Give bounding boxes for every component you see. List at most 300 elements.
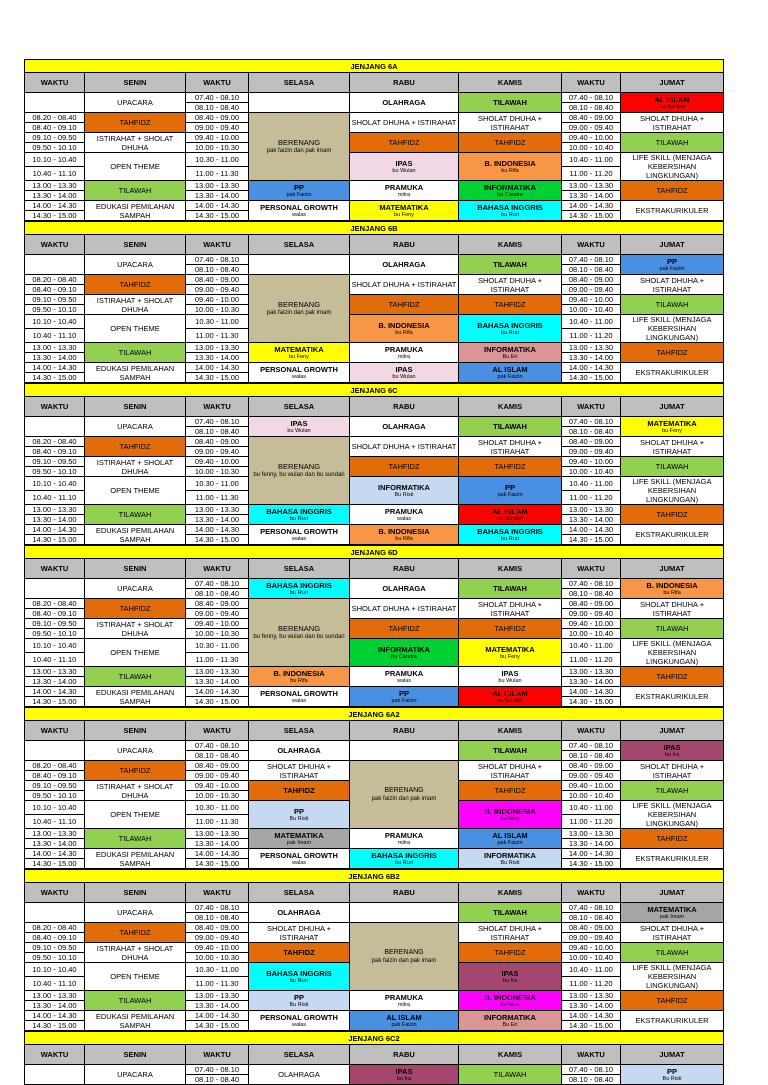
time-cell: 11.00 - 11.30 [186,815,249,829]
senin-cell: EDUKASI PEMILAHAN SAMPAH [85,525,186,545]
column-header: SELASA [249,1045,350,1065]
kamis-pre-teacher: Bu Eri [502,353,518,360]
kamis-mid [459,639,562,667]
time-cell: 08.40 - 09.00 [562,275,621,285]
time-cell: 11.00 - 11.20 [562,329,621,343]
jumat-cell: TILAWAH [621,133,724,153]
time-cell: 14.30 - 15.00 [186,373,249,383]
column-header: KAMIS [459,883,562,903]
time-cell: 07.40 - 08.10 [186,255,249,265]
time-cell: 10.30 - 11.00 [186,963,249,977]
selasa-tahfidz [249,781,350,801]
selasa-pre-teacher: bu Feny [289,353,309,360]
time-cell: 13.00 - 13.30 [562,343,621,353]
senin-cell: TAHFIDZ [85,599,186,619]
jumat-cell: TILAWAH [621,457,724,477]
rabu-berenang [350,761,459,829]
kamis-pre [459,181,562,201]
jumat-cell: LIFE SKILL (MENJAGA KEBERSIHAN LINGKUNGAN) [621,963,724,991]
selasa-pre-teacher: Bu Risti [289,1001,309,1008]
time-cell: 14.00 - 14.30 [562,525,621,535]
time-cell: 13.30 - 14.00 [25,191,85,201]
rabu-last-teacher: bu Feny [394,211,414,218]
time-cell: 14.30 - 15.00 [186,1021,249,1031]
column-header: SELASA [249,73,350,93]
jumat-first-subject: B. INDONESIA [646,580,698,590]
time-cell: 08.10 - 08.40 [186,103,249,113]
column-header: SENIN [85,883,186,903]
time-cell: 14.30 - 15.00 [186,859,249,869]
selasa-first-subject: OLAHRAGA [277,746,321,755]
jumat-cell: TILAWAH [621,943,724,963]
time-cell: 10.30 - 11.00 [186,477,249,491]
selasa-personal-growth-subject: PERSONAL GROWTH [260,526,338,536]
time-cell: 07.40 - 08.10 [562,903,621,913]
selasa-block-title: BERENANG [277,461,321,471]
jumat-cell: LIFE SKILL (MENJAGA KEBERSIHAN LINGKUNGAN) [621,639,724,667]
time-cell: 08.20 - 08.40 [25,113,85,123]
time-cell: 08.40 - 09.00 [186,275,249,285]
column-header: JUMAT [621,397,724,417]
senin-upacara: UPACARA [85,903,186,923]
selasa-personal-growth-teacher: walas [291,859,307,866]
time-cell: 09.10 - 09.50 [25,943,85,953]
column-header: WAKTU [562,73,621,93]
jumat-cell: TILAWAH [621,781,724,801]
selasa-mid [249,801,350,829]
selasa-first-subject: IPAS [290,418,308,428]
time-cell: 08.10 - 08.40 [562,751,621,761]
selasa-mid-teacher: Bu Risti [289,815,309,822]
time-cell: 09.40 - 10.00 [186,781,249,791]
rabu-first [350,417,459,437]
column-header: SENIN [85,1045,186,1065]
kamis-last [459,1011,562,1031]
selasa-personal-growth-teacher: walas [291,1021,307,1028]
time-cell: 10.40 - 11.10 [25,491,85,505]
senin-cell: TILAWAH [85,991,186,1011]
jumat-first-subject: IPAS [663,742,681,752]
time-cell: 14.30 - 15.00 [186,211,249,221]
schedule-sheet [24,59,723,1085]
time-cell: 09.40 - 10.00 [186,295,249,305]
jumat-cell: EKSTRAKURIKULER [621,201,724,221]
kamis-last [459,849,562,869]
time-cell: 14.00 - 14.30 [562,363,621,373]
time-cell: 09.50 - 10.10 [25,143,85,153]
column-header: SELASA [249,883,350,903]
kamis-mid [459,963,562,991]
time-cell: 10.40 - 11.00 [562,963,621,977]
section-title: JENJANG 6B [25,222,724,235]
jumat-cell: TILAWAH [621,619,724,639]
selasa-pre [249,181,350,201]
rabu-last-teacher: bu Rifa [395,535,413,542]
selasa-pre [249,829,350,849]
kamis-pre [459,667,562,687]
section-table-0 [24,59,724,221]
time-cell: 11.00 - 11.30 [186,653,249,667]
kamis-first [459,255,562,275]
time-cell: 13.00 - 13.30 [25,991,85,1001]
kamis-sholat: SHOLAT DHUHA + ISTIRAHAT [459,599,562,619]
selasa-personal-growth-subject: PERSONAL GROWTH [260,202,338,212]
section-table-4 [24,707,724,869]
time-cell: 14.30 - 15.00 [25,859,85,869]
section-table-1 [24,221,724,383]
kamis-first-subject: TILAWAH [493,584,527,593]
time-cell: 13.00 - 13.30 [562,181,621,191]
kamis-mid-teacher: bu Feny [500,653,520,660]
time-cell: 07.40 - 08.10 [562,417,621,427]
time-cell: 14.30 - 15.00 [25,211,85,221]
kamis-mid-subject: B. INDONESIA [484,158,536,168]
rabu-last-subject: IPAS [395,364,413,374]
time-cell: 14.30 - 15.00 [25,697,85,707]
kamis-last-subject: INFORMATIKA [484,1012,536,1022]
time-cell: 08.10 - 08.40 [562,913,621,923]
rabu-pramuka-subject: PRAMUKA [384,344,424,354]
column-header: JUMAT [621,883,724,903]
rabu-first-subject: IPAS [395,1066,413,1076]
rabu-mid-subject: IPAS [395,158,413,168]
senin-cell: TAHFIDZ [85,275,186,295]
selasa-personal-growth [249,687,350,707]
time-cell: 08.10 - 08.40 [562,103,621,113]
time-cell: 14.00 - 14.30 [186,525,249,535]
time-cell: 11.00 - 11.20 [562,167,621,181]
column-header: WAKTU [186,397,249,417]
rabu-mid-subject: B. INDONESIA [378,320,430,330]
time-cell: 13.30 - 14.00 [562,191,621,201]
time-cell: 08.20 - 08.40 [25,599,85,609]
time-cell: 09.00 - 09.40 [186,285,249,295]
selasa-block-title: BERENANG [277,137,321,147]
rabu-first [350,1065,459,1085]
time-cell: 10.00 - 10.40 [562,629,621,639]
time-cell: 10.10 - 10.40 [25,153,85,167]
time-cell: 13.30 - 14.00 [186,839,249,849]
selasa-first-teacher: bu Ruri [290,589,308,596]
time-cell: 14.30 - 15.00 [25,373,85,383]
rabu-last [350,525,459,545]
kamis-last-subject: BAHASA INGGRIS [477,526,543,536]
selasa-first: OLAHRAGA [249,1065,350,1085]
time-cell: 09.00 - 09.40 [562,285,621,295]
kamis-sholat: SHOLAT DHUHA + ISTIRAHAT [459,923,562,943]
column-header: SENIN [85,73,186,93]
jumat-first [621,417,724,437]
column-header: RABU [350,1045,459,1065]
selasa-pre-subject: PP [293,992,304,1002]
kamis-pre [459,505,562,525]
selasa-first [249,255,350,275]
time-cell: 10.40 - 11.10 [25,167,85,181]
kamis-first-subject: TILAWAH [493,746,527,755]
rabu-tahfidz: TAHFIDZ [350,619,459,639]
time-cell: 09.00 - 09.40 [186,123,249,133]
column-header: SENIN [85,397,186,417]
selasa-first [249,903,350,923]
time-cell: 08.10 - 08.40 [562,265,621,275]
section-title: JENJANG 6B2 [25,870,724,883]
kamis-pre [459,991,562,1011]
time-cell: 10.30 - 11.00 [186,801,249,815]
time-cell: 10.00 - 10.30 [186,791,249,801]
time-cell: 09.00 - 09.40 [562,123,621,133]
rabu-pramuka [350,181,459,201]
time-cell: 10.10 - 10.40 [25,477,85,491]
time-cell: 11.00 - 11.20 [562,977,621,991]
rabu-pramuka [350,505,459,525]
time-cell: 14.00 - 14.30 [25,849,85,859]
kamis-first-subject: TILAWAH [493,422,527,431]
selasa-block-teachers: bu fenny, bu wulan dan bu sundari [253,633,345,640]
selasa-block [249,275,350,343]
rabu-tahfidz: TAHFIDZ [350,457,459,477]
selasa-personal-growth [249,849,350,869]
time-cell: 09.40 - 10.00 [186,457,249,467]
time-cell: 14.00 - 14.30 [186,687,249,697]
time-cell: 13.00 - 13.30 [25,181,85,191]
time-cell: 14.30 - 15.00 [562,535,621,545]
rabu-mid [350,639,459,667]
time-cell: 13.00 - 13.30 [186,667,249,677]
time-cell: 09.00 - 09.40 [186,447,249,457]
column-header: WAKTU [186,559,249,579]
senin-cell: EDUKASI PEMILAHAN SAMPAH [85,849,186,869]
column-header: WAKTU [25,235,85,255]
time-cell: 10.00 - 10.30 [186,305,249,315]
column-header: WAKTU [25,721,85,741]
selasa-block-teachers: pak faizin dan pak imam [266,309,332,316]
column-header: WAKTU [562,721,621,741]
kamis-first [459,93,562,113]
time-cell: 13.00 - 13.30 [186,343,249,353]
selasa-first [249,741,350,761]
time-cell: 13.30 - 14.00 [186,515,249,525]
jumat-first-subject: AL ISLAM [654,94,690,104]
kamis-sholat: SHOLAT DHUHA + ISTIRAHAT [459,437,562,457]
rabu-pramuka-teacher: mitra [397,1001,411,1008]
selasa-first-subject: OLAHRAGA [277,908,321,917]
column-header: RABU [350,235,459,255]
rabu-first-teacher: bu Ira [396,1075,412,1082]
kamis-last-teacher: bu Ruri [501,535,519,542]
rabu-last-subject: AL ISLAM [386,1012,422,1022]
section-title: JENJANG 6A [25,60,724,73]
jumat-cell: TAHFIDZ [621,505,724,525]
senin-upacara: UPACARA [85,741,186,761]
time-cell: 13.30 - 14.00 [562,1001,621,1011]
time-cell: 08.40 - 09.10 [25,609,85,619]
senin-cell: ISTIRAHAT + SHOLAT DHUHA [85,619,186,639]
jumat-first-teacher: bu Sundari [658,103,686,110]
rabu-pramuka-teacher: walas [396,515,412,522]
time-cell: 08.40 - 09.00 [562,761,621,771]
selasa-personal-growth-subject: PERSONAL GROWTH [260,364,338,374]
column-header: KAMIS [459,73,562,93]
jumat-cell: TAHFIDZ [621,181,724,201]
time-cell: 07.40 - 08.10 [562,255,621,265]
senin-cell: TAHFIDZ [85,113,186,133]
selasa-sholat: SHOLAT DHUHA + ISTIRAHAT [249,923,350,943]
kamis-pre-subject: IPAS [501,668,519,678]
senin-cell: TAHFIDZ [85,437,186,457]
time-cell: 07.40 - 08.10 [186,903,249,913]
column-header: JUMAT [621,73,724,93]
column-header: SELASA [249,559,350,579]
time-cell [25,1065,85,1085]
rabu-berenang-title: BERENANG [384,948,424,956]
time-cell: 10.10 - 10.40 [25,315,85,329]
time-cell: 14.30 - 15.00 [562,211,621,221]
selasa-pre-subject: PP [293,182,304,192]
time-cell: 09.00 - 09.40 [186,771,249,781]
kamis-pre [459,343,562,363]
kamis-tahfidz: TAHFIDZ [459,133,562,153]
rabu-berenang-title: BERENANG [384,786,424,794]
time-cell: 14.30 - 15.00 [562,373,621,383]
jumat-first [621,93,724,113]
time-cell: 10.10 - 10.40 [25,963,85,977]
column-header: WAKTU [186,235,249,255]
time-cell: 09.40 - 10.00 [186,619,249,629]
kamis-pre-subject: B. INDONESIA [484,992,536,1002]
kamis-last-subject: INFORMATIKA [484,850,536,860]
time-cell: 10.30 - 11.00 [186,639,249,653]
rabu-mid-teacher: bu Candra [391,653,417,660]
time-cell: 08.40 - 09.10 [25,123,85,133]
kamis-sholat: SHOLAT DHUHA + ISTIRAHAT [459,761,562,781]
senin-cell: ISTIRAHAT + SHOLAT DHUHA [85,943,186,963]
jumat-cell: SHOLAT DHUHA + ISTIRAHAT [621,437,724,457]
section-table-last [24,1031,724,1085]
time-cell: 13.30 - 14.00 [562,677,621,687]
time-cell: 08.40 - 09.00 [186,923,249,933]
rabu-last-subject: PP [398,688,409,698]
time-cell: 07.40 - 08.10 [562,1065,621,1075]
rabu-last-teacher: bu Wulan [392,373,416,380]
kamis-tahfidz: TAHFIDZ [459,943,562,963]
time-cell: 13.30 - 14.00 [25,515,85,525]
time-cell: 13.30 - 14.00 [186,353,249,363]
time-cell: 13.00 - 13.30 [562,667,621,677]
senin-cell: EDUKASI PEMILAHAN SAMPAH [85,1011,186,1031]
senin-cell: OPEN THEME [85,801,186,829]
kamis-last-subject: AL ISLAM [492,688,528,698]
section-title: JENJANG 6C [25,384,724,397]
senin-upacara: UPACARA [85,1065,186,1085]
time-cell: 14.00 - 14.30 [562,201,621,211]
time-cell: 08.40 - 09.00 [562,923,621,933]
jumat-cell: TAHFIDZ [621,343,724,363]
time-cell: 11.00 - 11.30 [186,329,249,343]
time-cell: 10.40 - 11.10 [25,815,85,829]
time-cell: 10.00 - 10.40 [562,143,621,153]
selasa-block-title: BERENANG [277,299,321,309]
time-cell: 10.40 - 11.00 [562,315,621,329]
rabu-last-teacher: bu Ruri [395,859,413,866]
time-cell: 09.10 - 09.50 [25,457,85,467]
time-cell: 08.10 - 08.40 [186,265,249,275]
column-header: KAMIS [459,1045,562,1065]
selasa-pre-subject: B. INDONESIA [273,668,325,678]
time-cell: 08.40 - 09.00 [562,437,621,447]
senin-upacara: UPACARA [85,93,186,113]
rabu-first [350,255,459,275]
selasa-block-teachers: bu fenny, bu wulan dan bu sundari [253,471,345,478]
column-header: RABU [350,721,459,741]
column-header: WAKTU [25,1045,85,1065]
column-header: RABU [350,397,459,417]
time-cell: 08.10 - 08.40 [186,589,249,599]
selasa-personal-growth-teacher: walas [291,211,307,218]
jumat-cell: LIFE SKILL (MENJAGA KEBERSIHAN LINGKUNGAN) [621,153,724,181]
rabu-sholat: SHOLAT DHUHA + ISTIRAHAT [350,275,459,295]
section-table-2 [24,383,724,545]
time-cell: 09.40 - 10.00 [562,295,621,305]
column-header: SELASA [249,721,350,741]
section-title: JENJANG 6D [25,546,724,559]
selasa-pre [249,505,350,525]
selasa-personal-growth-subject: PERSONAL GROWTH [260,688,338,698]
selasa-tahfidz-subject: TAHFIDZ [283,786,315,795]
kamis-mid-subject: PP [504,482,515,492]
rabu-last [350,201,459,221]
column-header: WAKTU [186,721,249,741]
column-header: WAKTU [25,397,85,417]
time-cell: 07.40 - 08.10 [186,741,249,751]
selasa-personal-growth-teacher: walas [291,535,307,542]
column-header: KAMIS [459,235,562,255]
selasa-block [249,437,350,505]
rabu-pramuka [350,829,459,849]
jumat-cell: LIFE SKILL (MENJAGA KEBERSIHAN LINGKUNGAN) [621,315,724,343]
time-cell: 09.40 - 10.00 [186,133,249,143]
time-cell: 09.00 - 09.40 [562,933,621,943]
rabu-first [350,93,459,113]
time-cell: 08.10 - 08.40 [562,427,621,437]
kamis-pre-subject: AL ISLAM [492,506,528,516]
time-cell [25,579,85,599]
kamis-first-subject: TILAWAH [493,908,527,917]
jumat-first-teacher: pak Imam [659,913,685,920]
jumat-cell: SHOLAT DHUHA + ISTIRAHAT [621,761,724,781]
kamis-first [459,903,562,923]
time-cell: 14.00 - 14.30 [25,687,85,697]
time-cell: 09.50 - 10.10 [25,953,85,963]
kamis-pre-subject: INFORMATIKA [484,344,536,354]
jumat-cell: SHOLAT DHUHA + ISTIRAHAT [621,275,724,295]
kamis-mid-subject: BAHASA INGGRIS [477,320,543,330]
rabu-first-subject: OLAHRAGA [382,260,426,269]
time-cell: 09.50 - 10.10 [25,305,85,315]
time-cell: 10.00 - 10.40 [562,305,621,315]
senin-cell: TILAWAH [85,181,186,201]
selasa-personal-growth [249,363,350,383]
senin-cell: TILAWAH [85,343,186,363]
rabu-first [350,579,459,599]
column-header: WAKTU [186,1045,249,1065]
column-header: WAKTU [562,883,621,903]
time-cell: 13.30 - 14.00 [562,839,621,849]
jumat-first [621,903,724,923]
kamis-last [459,687,562,707]
rabu-mid-teacher: bu Wulan [392,167,416,174]
time-cell: 13.00 - 13.30 [186,181,249,191]
kamis-tahfidz: TAHFIDZ [459,295,562,315]
